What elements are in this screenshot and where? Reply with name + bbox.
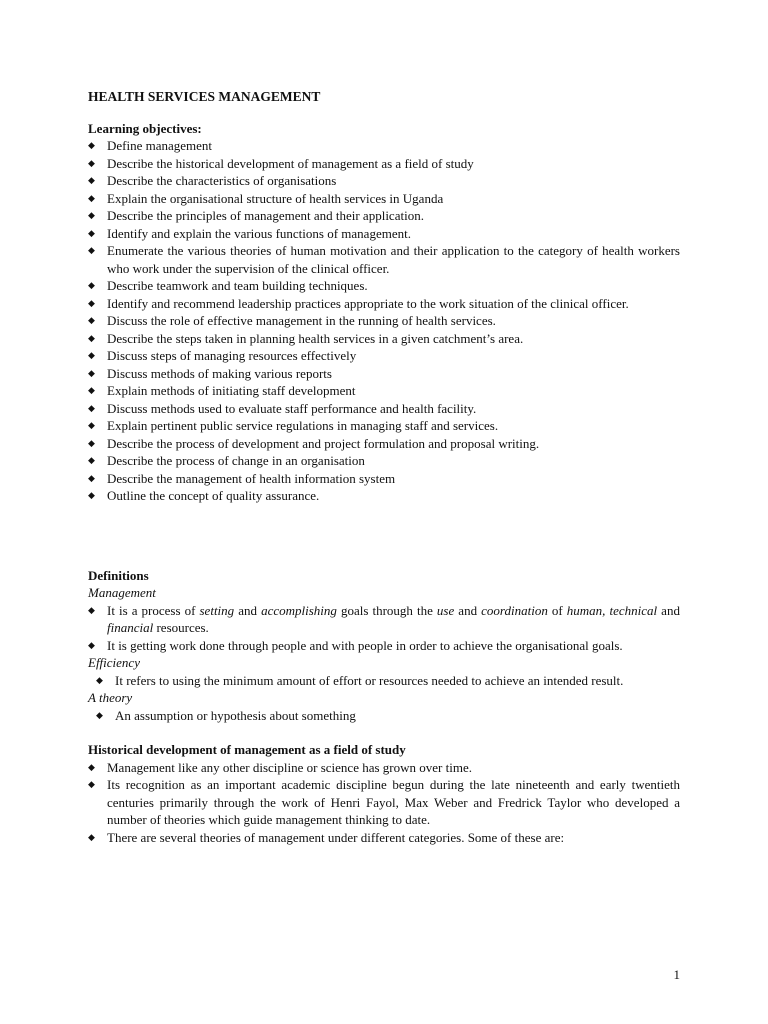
diamond-bullet-icon: ◆	[88, 227, 95, 238]
term-management: Management	[88, 585, 156, 600]
diamond-bullet-icon: ◆	[88, 280, 95, 290]
diamond-bullet-icon: ◆	[88, 761, 95, 772]
list-item: ◆ Describe the process of development and project formulation and proposal writing.	[88, 435, 540, 451]
list-item: ◆ There are several theories of management under different categories. Some of these are:	[88, 829, 565, 845]
diamond-bullet-icon: ◆	[88, 779, 95, 789]
objectives-list	[88, 137, 680, 505]
diamond-bullet-icon: ◆	[88, 420, 95, 430]
history-list	[88, 759, 680, 847]
diamond-bullet-icon: ◆	[88, 332, 95, 343]
diamond-bullet-icon: ◆	[88, 472, 95, 483]
list-item: ◆ Describe the management of health information system	[88, 470, 396, 486]
list-item: ◆ Discuss the role of effective management in the running of health services.	[88, 313, 496, 328]
list-item: ◆ Define management	[88, 138, 213, 153]
diamond-bullet-icon: ◆	[88, 455, 95, 465]
list-item: ◆ Management like any other discipline or science has grown over time.	[88, 759, 472, 775]
diamond-bullet-icon: ◆	[88, 210, 95, 220]
diamond-bullet-icon: ◆	[88, 192, 95, 203]
diamond-bullet-icon: ◆	[88, 385, 95, 395]
diamond-bullet-icon: ◆	[88, 245, 95, 255]
list-item: ◆ It is a process of setting and accomplishing goals through the use and coordination of human, technical and financial resources.	[88, 602, 680, 635]
list-item: ◆ Its recognition as an important academic discipline begun during the late nineteenth and early twentieth centuries primarily through the work of Henri Fayol, Max Weber and Fredrick Taylor who developed a number of theories which guide management thinking to date.	[88, 777, 680, 827]
diamond-bullet-icon: ◆	[88, 604, 95, 615]
objectives-heading: Learning objectives:	[88, 120, 202, 136]
diamond-bullet-icon: ◆	[88, 350, 95, 360]
diamond-bullet-icon: ◆	[88, 140, 95, 150]
diamond-bullet-icon: ◆	[88, 297, 95, 308]
list-item: ◆ Explain pertinent public service regulations in managing staff and services.	[88, 418, 499, 433]
diamond-bullet-icon: ◆	[88, 490, 95, 500]
list-item: ◆ It is getting work done through people and with people in order to achieve the organisational goals.	[88, 637, 623, 653]
efficiency-definitions-list	[88, 672, 680, 690]
list-item: ◆ Identify and explain the various functions of management.	[88, 225, 411, 241]
list-item: ◆ Enumerate the various theories of human motivation and their application to the category of health workers who work under the supervision of the clinical officer.	[88, 243, 680, 276]
list-item: ◆ Describe the principles of management and their application.	[88, 208, 424, 223]
page-number: 1	[673, 967, 680, 982]
definitions-heading: Definitions	[88, 567, 149, 583]
list-item: ◆ Discuss steps of managing resources effectively	[88, 348, 357, 363]
list-item: ◆ Describe the historical development of management as a field of study	[88, 155, 474, 171]
list-item: ◆ Discuss methods used to evaluate staff performance and health facility.	[88, 400, 477, 416]
list-item: ◆ An assumption or hypothesis about something	[96, 707, 356, 723]
diamond-bullet-icon: ◆	[96, 674, 103, 685]
theory-definitions-list	[88, 707, 680, 725]
term-theory: A theory	[88, 690, 133, 705]
list-item: ◆ Describe the steps taken in planning health services in a given catchment’s area.	[88, 330, 524, 346]
diamond-bullet-icon: ◆	[88, 437, 95, 448]
spacer	[88, 724, 680, 741]
list-item: ◆ Explain methods of initiating staff development	[88, 383, 356, 398]
diamond-bullet-icon: ◆	[88, 175, 95, 185]
management-definitions-list	[88, 602, 680, 655]
term-efficiency: Efficiency	[88, 655, 140, 670]
diamond-bullet-icon: ◆	[88, 831, 95, 842]
list-item: ◆ Explain the organisational structure of health services in Uganda	[88, 190, 444, 206]
diamond-bullet-icon: ◆	[88, 367, 95, 378]
diamond-bullet-icon: ◆	[96, 709, 103, 720]
spacer	[88, 505, 680, 567]
history-heading: Historical development of management as a field of study	[88, 742, 406, 757]
list-item: ◆ Discuss methods of making various reports	[88, 365, 332, 381]
diamond-bullet-icon: ◆	[88, 639, 95, 650]
list-item: ◆ Identify and recommend leadership practices appropriate to the work situation of the clinical officer.	[88, 295, 629, 311]
diamond-bullet-icon: ◆	[88, 402, 95, 413]
list-item: ◆ Describe teamwork and team building techniques.	[88, 278, 368, 293]
document-title: HEALTH SERVICES MANAGEMENT	[88, 89, 321, 104]
list-item: ◆ Outline the concept of quality assurance.	[88, 488, 320, 503]
list-item: ◆ Describe the process of change in an organisation	[88, 453, 365, 468]
diamond-bullet-icon: ◆	[88, 315, 95, 325]
list-item: ◆ Describe the characteristics of organisations	[88, 173, 337, 188]
page-content	[88, 88, 680, 846]
diamond-bullet-icon: ◆	[88, 157, 95, 168]
list-item: ◆ It refers to using the minimum amount of effort or resources needed to achieve an intended result.	[96, 672, 624, 688]
